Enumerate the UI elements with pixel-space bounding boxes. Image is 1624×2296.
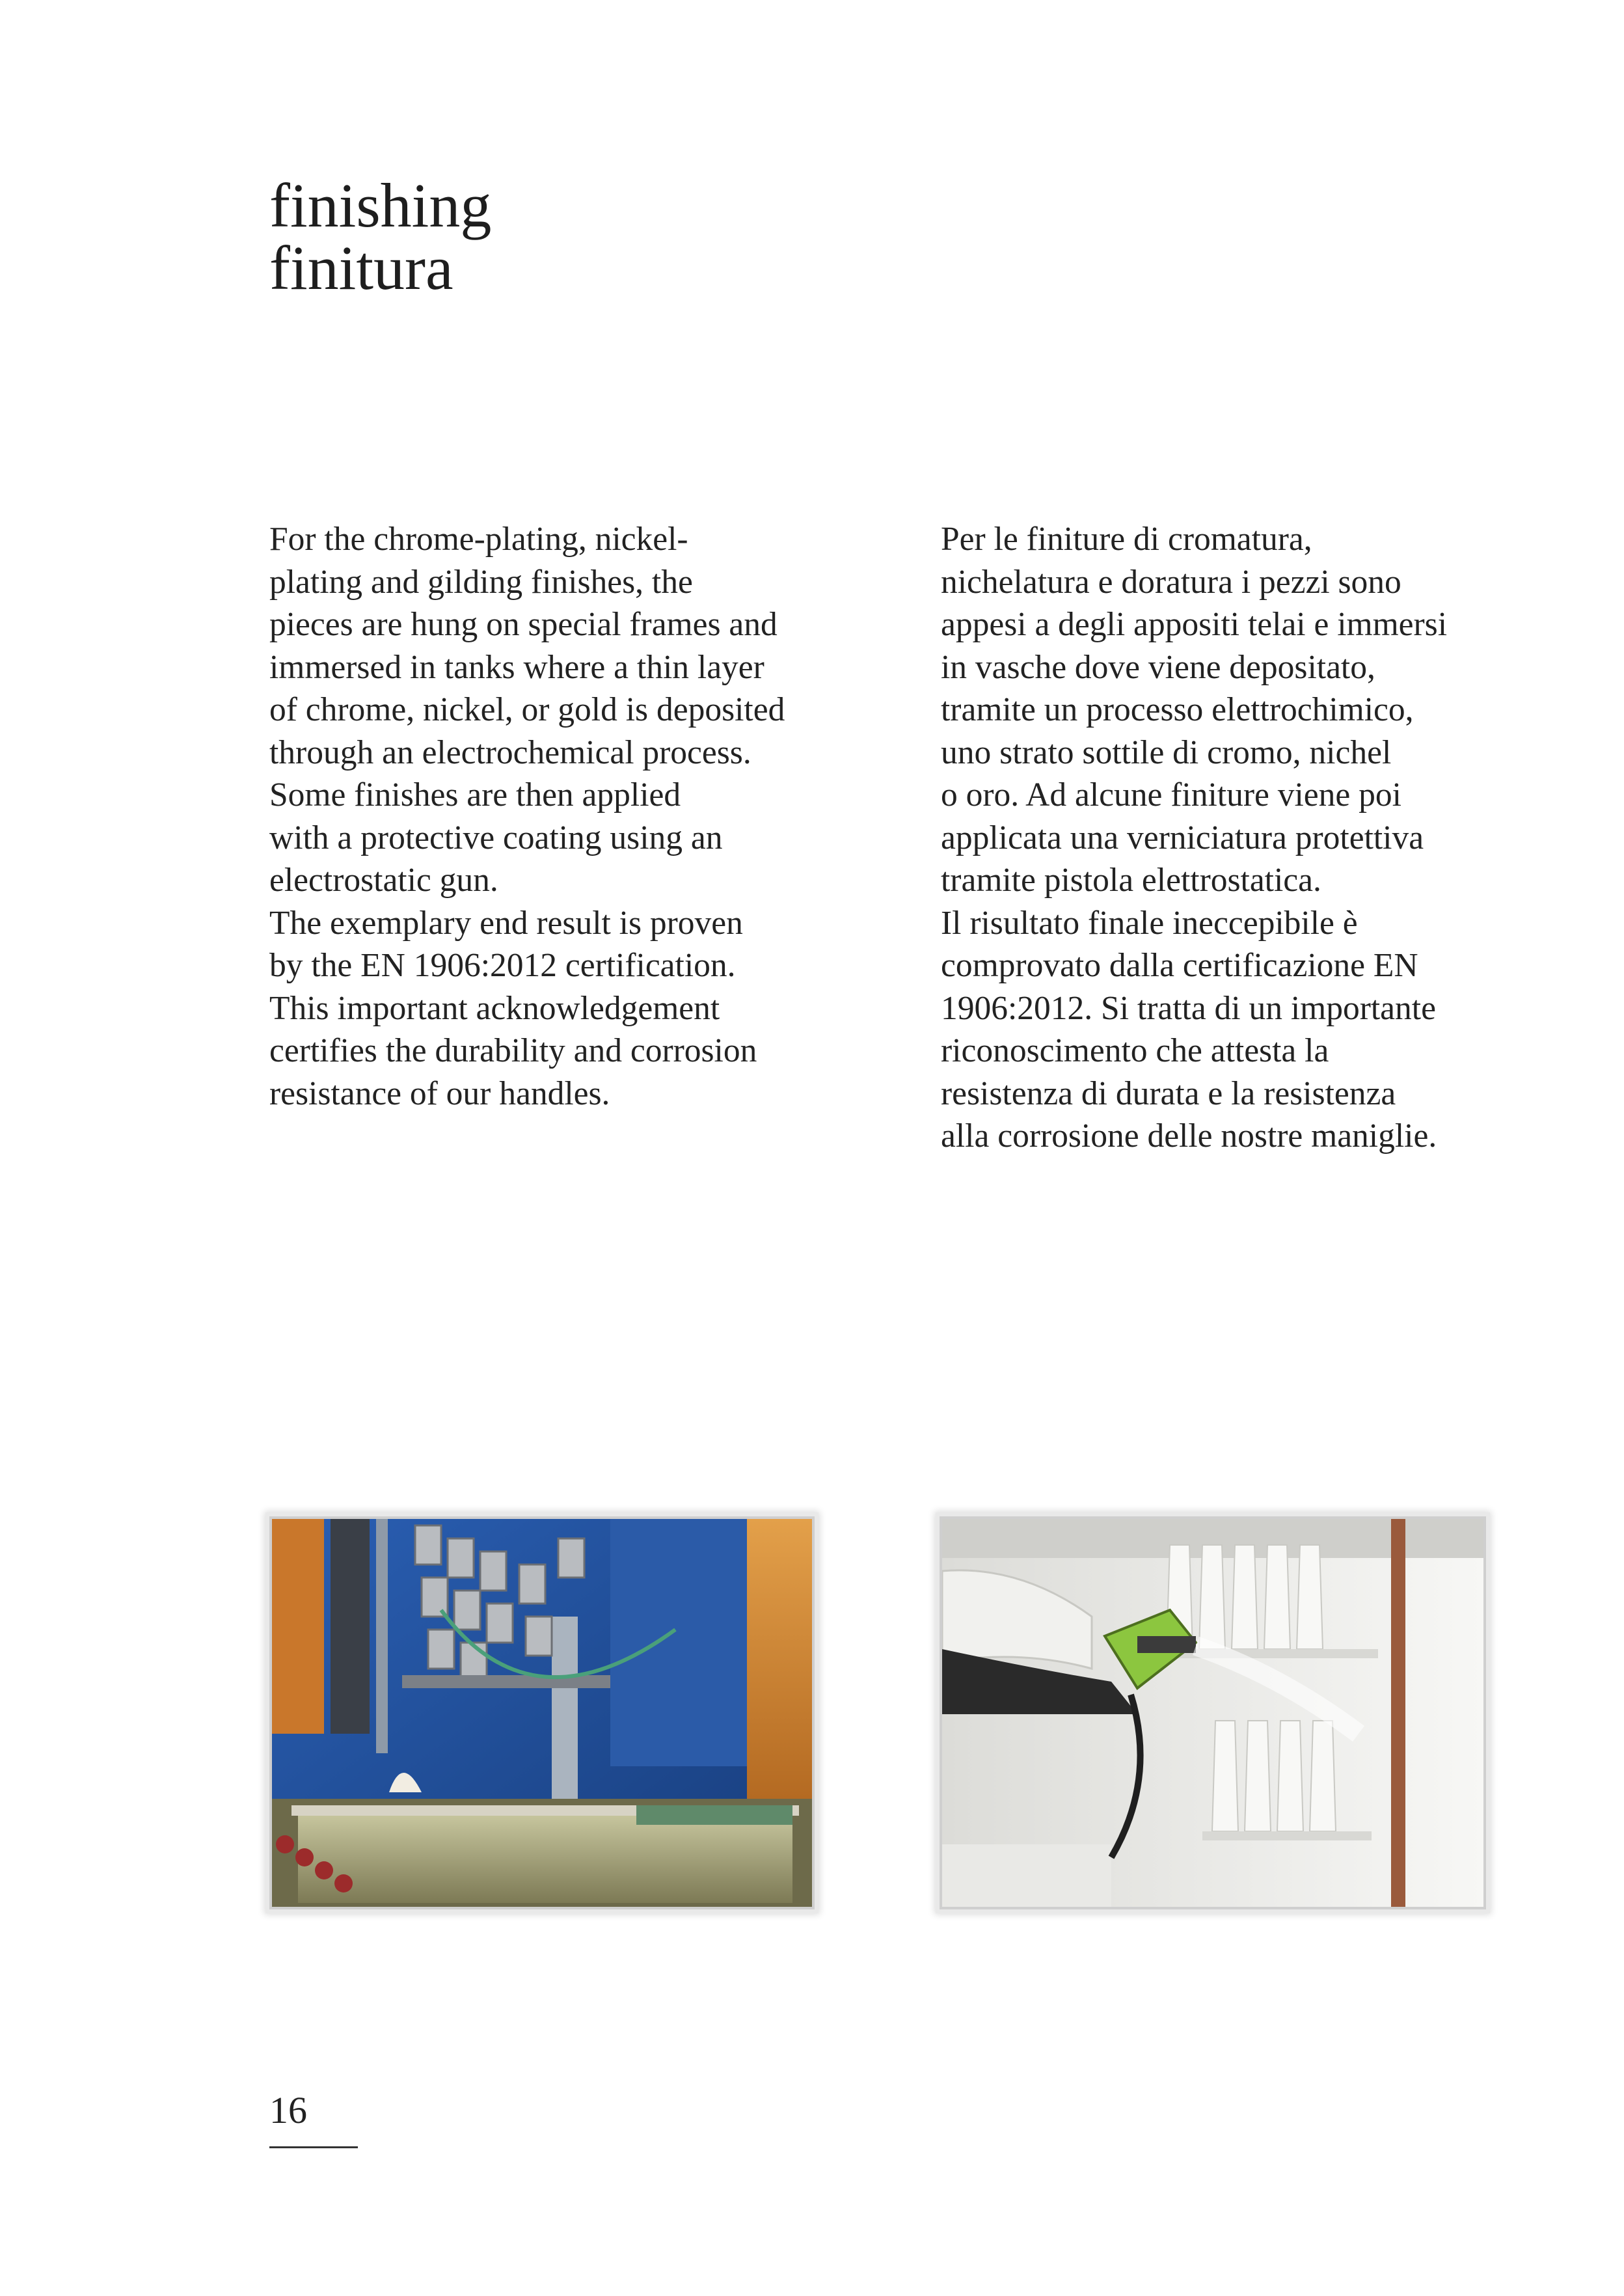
text-line: This important acknowledgement: [269, 989, 720, 1027]
title-italian: finitura: [269, 233, 453, 303]
text-line: riconoscimento che attesta la: [941, 1032, 1329, 1069]
text-line: comprovato dalla certificazione EN: [941, 947, 1418, 984]
text-line: 1906:2012. Si tratta di un importante: [941, 989, 1436, 1027]
text-line: The exemplary end result is proven: [269, 904, 743, 942]
text-line: tramite pistola elettrostatica.: [941, 862, 1321, 899]
text-line: uno strato sottile di cromo, nichel: [941, 733, 1392, 771]
english-text-column: [269, 518, 842, 1115]
text-line: Per le finiture di cromatura,: [941, 521, 1312, 558]
electroplating-illustration: [272, 1519, 812, 1907]
page-title: [269, 171, 492, 303]
text-line: plating and gilding finishes, the: [269, 563, 693, 601]
electrostatic-painting-photo: [940, 1516, 1486, 1909]
electrostatic-painting-illustration: [942, 1519, 1483, 1907]
text-line: nichelatura e doratura i pezzi sono: [941, 563, 1401, 601]
text-line: resistenza di durata e la resistenza: [941, 1074, 1396, 1112]
text-line: Some finishes are then applied: [269, 776, 681, 813]
text-line: through an electrochemical process.: [269, 733, 751, 771]
italian-text-column: [941, 518, 1513, 1158]
text-line: For the chrome-plating, nickel-: [269, 521, 688, 558]
text-line: appesi a degli appositi telai e immersi: [941, 606, 1448, 643]
text-line: o oro. Ad alcune finiture viene poi: [941, 776, 1401, 813]
electroplating-photo: [269, 1516, 815, 1909]
text-line: electrostatic gun.: [269, 862, 498, 899]
title-english: finishing: [269, 171, 492, 240]
page-number: 16: [269, 2089, 307, 2131]
text-line: with a protective coating using an: [269, 819, 723, 856]
text-line: by the EN 1906:2012 certification.: [269, 947, 736, 984]
text-line: immersed in tanks where a thin layer: [269, 648, 765, 686]
text-line: tramite un processo elettrochimico,: [941, 691, 1414, 728]
text-line: Il risultato finale ineccepibile è: [941, 904, 1358, 942]
text-line: alla corrosione delle nostre maniglie.: [941, 1117, 1437, 1155]
text-line: resistance of our handles.: [269, 1074, 610, 1112]
text-line: applicata una verniciatura protettiva: [941, 819, 1424, 856]
text-line: in vasche dove viene depositato,: [941, 648, 1375, 686]
page-number-rule: [269, 2146, 358, 2148]
text-line: of chrome, nickel, or gold is deposited: [269, 691, 785, 728]
text-line: pieces are hung on special frames and: [269, 606, 778, 643]
text-line: certifies the durability and corrosion: [269, 1032, 757, 1069]
